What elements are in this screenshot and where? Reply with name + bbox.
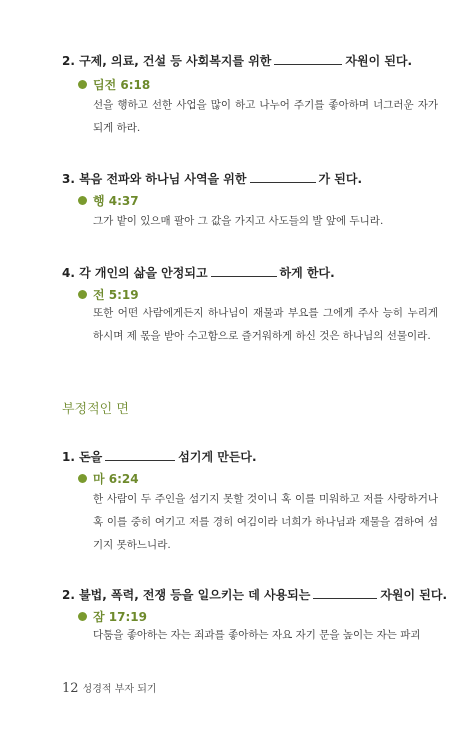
scripture-verse: 그가 밭이 있으매 팔아 그 값을 가지고 사도들의 발 앞에 두니라. [93, 215, 384, 227]
fill-in-blank [211, 266, 277, 277]
scripture-reference-text: 행 4:37 [93, 194, 139, 208]
item-heading-before: 3. 복음 전파와 하나님 사역을 위한 [62, 172, 247, 186]
item-heading [62, 170, 362, 187]
bullet-dot-icon [78, 612, 87, 621]
fill-in-blank [105, 450, 175, 461]
item-heading-before: 1. 돈을 [62, 450, 103, 464]
book-title: 성경적 부자 되기 [82, 684, 157, 695]
item-heading [62, 264, 335, 281]
bullet-dot-icon [78, 196, 87, 205]
section-heading: 부정적인 면 [62, 402, 129, 417]
item-heading-before: 2. 불법, 폭력, 전쟁 등을 일으키는 데 사용되는 [62, 588, 311, 602]
item-heading-after: 가 된다. [318, 172, 363, 186]
bullet-dot-icon [78, 474, 87, 483]
fill-in-blank [313, 588, 377, 599]
scripture-reference-text: 잠 17:19 [93, 610, 147, 624]
scripture-reference [78, 286, 139, 303]
scripture-reference-text: 딤전 6:18 [93, 78, 151, 92]
scripture-reference [78, 470, 139, 487]
scripture-verse: 선을 행하고 선한 사업을 많이 하고 나누어 주기를 좋아하며 너그러운 자가 되게 하라. [93, 99, 438, 134]
scripture-reference-text: 마 6:24 [93, 472, 139, 486]
item-heading [62, 52, 412, 69]
fill-in-blank [250, 172, 316, 183]
item-heading-before: 2. 구제, 의료, 건설 등 사회복지를 위한 [62, 54, 272, 68]
item-heading-after: 하게 한다. [279, 266, 335, 280]
item-heading [62, 586, 447, 603]
item-heading-after: 섬기게 만든다. [178, 450, 257, 464]
item-heading-after: 자원이 된다. [345, 54, 413, 68]
bullet-dot-icon [78, 80, 87, 89]
fill-in-blank [274, 54, 342, 65]
scripture-reference [78, 608, 147, 625]
item-heading-after: 자원이 된다. [380, 588, 448, 602]
bullet-dot-icon [78, 290, 87, 299]
page-number: 12 [62, 681, 79, 696]
scripture-reference [78, 192, 139, 209]
scripture-reference-text: 전 5:19 [93, 288, 139, 302]
scripture-verse: 다툼을 좋아하는 자는 죄과를 좋아하는 자요 자기 문을 높이는 자는 파괴 [93, 629, 421, 641]
page-footer [62, 680, 157, 696]
scripture-reference [78, 76, 150, 93]
item-heading-before: 4. 각 개인의 삶을 안정되고 [62, 266, 208, 280]
scripture-verse: 한 사람이 두 주인을 섬기지 못할 것이니 혹 이를 미워하고 저를 사랑하거나 혹 이를 중히 여기고 저를 경히 여김이라 너희가 하나님과 재물을 겸하여 섬기지 못하느니라. [93, 493, 438, 551]
scripture-verse: 또한 어떤 사람에게든지 하나님이 재물과 부요를 그에게 주사 능히 누리게 하시며 제 몫을 받아 수고함으로 즐거워하게 하신 것은 하나님의 선물이라. [93, 307, 438, 342]
item-heading [62, 448, 257, 465]
